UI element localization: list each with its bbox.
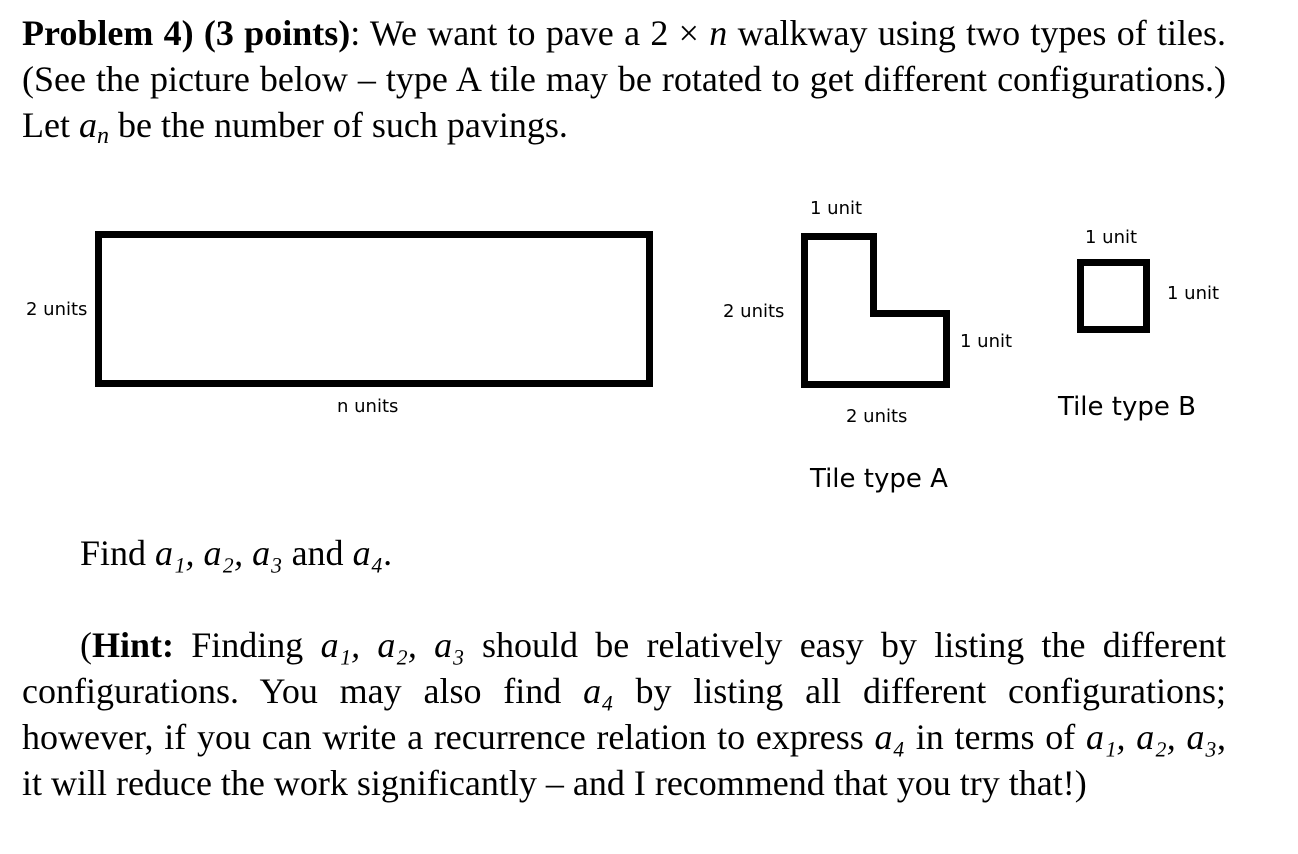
walkway-rectangle xyxy=(95,231,653,387)
problem-heading: Problem 4) (3 points) xyxy=(22,13,351,53)
find-conj: and xyxy=(282,533,353,573)
tile-a-left-label: 2 units xyxy=(723,301,785,322)
tile-a-top-label: 1 unit xyxy=(810,198,863,219)
hint-a4-second: a₄ xyxy=(874,717,906,757)
hint-text-4: in terms of xyxy=(905,717,1086,757)
tile-a-bottom-label: 2 units xyxy=(846,406,908,427)
hint-text-2: should be relatively easy by listing the different configurations. You may also find xyxy=(22,625,1227,711)
find-sequence: a₁, a₂, a₃ xyxy=(155,533,283,573)
tile-a-right-label: 1 unit xyxy=(960,331,1013,352)
problem-text-b: walkway using two types of tiles. (See the picture below – type A tile may be rotated to get different configurations.) Let xyxy=(22,13,1226,145)
hint-paragraph xyxy=(22,622,1226,806)
hint-a4-first: a₄ xyxy=(583,671,614,711)
problem-statement xyxy=(22,10,1226,148)
hint-label: Hint: xyxy=(92,625,175,665)
problem-text-c: be the number of such pavings. xyxy=(108,105,568,145)
tile-a-caption: Tile type A xyxy=(810,464,948,494)
hint-open-paren: ( xyxy=(80,625,92,665)
tile-b-top-label: 1 unit xyxy=(1085,227,1138,248)
problem-text-a: We want to pave a xyxy=(360,13,651,53)
dim-two: 2 xyxy=(650,13,669,53)
problem-colon: : xyxy=(350,13,361,53)
dim-n: n xyxy=(709,13,728,53)
walkway-width-label: n units xyxy=(337,396,399,417)
find-end: . xyxy=(383,533,393,573)
var-n-subscript: n xyxy=(96,123,109,149)
find-prefix: Find xyxy=(80,533,156,573)
tile-b-square xyxy=(1077,259,1150,333)
dim-times: × xyxy=(668,13,710,53)
hint-sequence-2: a₁, a₂, a₃ xyxy=(1085,717,1218,757)
tile-a-shape xyxy=(798,230,958,390)
find-last: a₄ xyxy=(352,533,384,573)
tile-b-caption: Tile type B xyxy=(1058,392,1196,422)
hint-text-1: Finding xyxy=(174,625,321,665)
hint-sequence-1: a₁, a₂, a₃ xyxy=(320,625,465,665)
hint-text-3: by listing all different configurations; however, if you can write a recurrence relation to express xyxy=(22,671,1226,757)
find-statement xyxy=(80,530,1220,576)
tile-b-right-label: 1 unit xyxy=(1167,283,1220,304)
hint-text-5: , it will reduce the work significantly – and I recommend that you try that!) xyxy=(22,717,1227,803)
walkway-height-label: 2 units xyxy=(26,299,88,320)
var-a: a xyxy=(78,105,97,145)
